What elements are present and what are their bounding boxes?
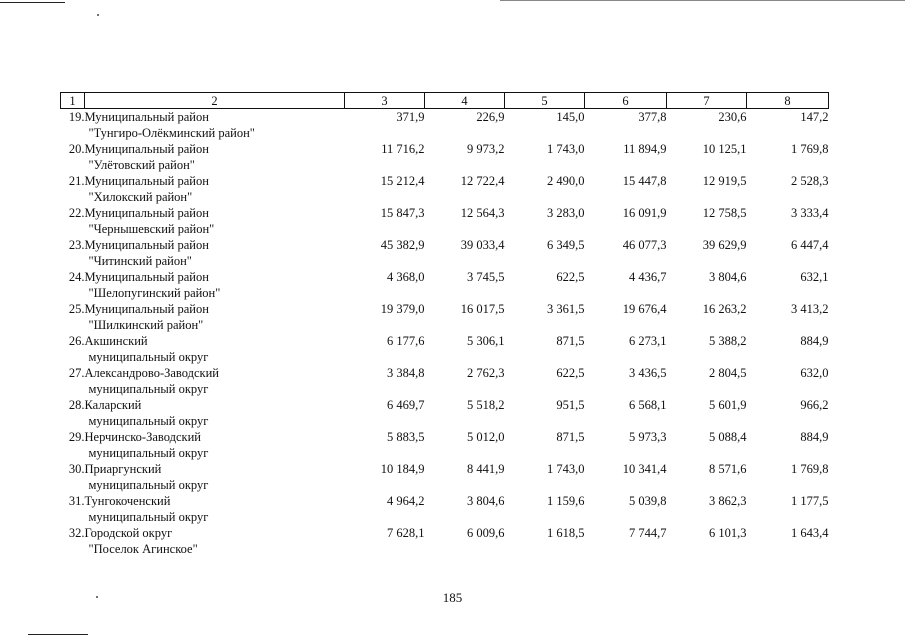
value-cell: 1 643,4	[791, 526, 829, 540]
value-cell: 966,2	[800, 398, 829, 412]
value-cell: 5 973,3	[629, 430, 667, 444]
row-number: 25.	[68, 302, 85, 316]
municipality-title: муниципальный округ	[88, 510, 209, 524]
column-header-6: 6	[585, 93, 667, 109]
value-cell: 6 469,7	[387, 398, 425, 412]
column-header-7: 7	[667, 93, 747, 109]
table-row	[61, 301, 829, 333]
value-cell: 147,2	[800, 110, 829, 124]
value-cell: 145,0	[556, 110, 585, 124]
column-header-5: 5	[505, 93, 585, 109]
value-cell: 632,1	[800, 270, 829, 284]
value-cell: 6 447,4	[791, 238, 829, 252]
scan-edge-line	[0, 2, 65, 3]
value-cell: 3 333,4	[791, 206, 829, 220]
value-cell: 632,0	[800, 366, 829, 380]
municipality-name	[85, 493, 345, 525]
row-number: 28.	[68, 398, 85, 412]
table-row	[61, 173, 829, 205]
value-cell: 4 368,0	[387, 270, 425, 284]
value-cell: 377,8	[638, 110, 667, 124]
row-number: 32.	[68, 526, 85, 540]
value-cell: 19 379,0	[380, 302, 425, 316]
municipality-name	[85, 365, 345, 397]
municipality-name	[85, 141, 345, 173]
municipality-type: Муниципальный район	[84, 238, 209, 252]
value-cell: 1 618,5	[547, 526, 585, 540]
value-cell: 5 388,2	[709, 334, 747, 348]
value-cell: 226,9	[476, 110, 505, 124]
value-cell: 3 436,5	[629, 366, 667, 380]
value-cell: 6 349,5	[547, 238, 585, 252]
municipality-name	[85, 205, 345, 237]
municipality-title: "Шелопугинский район"	[88, 286, 221, 300]
table-row	[61, 141, 829, 173]
row-number: 19.	[68, 110, 85, 124]
value-cell: 15 212,4	[380, 174, 425, 188]
value-cell: 11 716,2	[381, 142, 425, 156]
row-number: 31.	[68, 494, 85, 508]
scan-edge-line	[28, 634, 88, 635]
value-cell: 3 283,0	[547, 206, 585, 220]
value-cell: 1 743,0	[547, 142, 585, 156]
table-row	[61, 365, 829, 397]
table-row	[61, 525, 829, 557]
value-cell: 5 306,1	[467, 334, 505, 348]
value-cell: 2 490,0	[547, 174, 585, 188]
value-cell: 15 847,3	[380, 206, 425, 220]
row-number: 29.	[68, 430, 85, 444]
value-cell: 1 177,5	[791, 494, 829, 508]
table-header-row	[61, 93, 829, 109]
value-cell: 39 629,9	[702, 238, 747, 252]
municipality-type: Муниципальный район	[84, 174, 209, 188]
municipality-type: Муниципальный район	[84, 270, 209, 284]
value-cell: 6 568,1	[629, 398, 667, 412]
value-cell: 230,6	[718, 110, 747, 124]
municipality-name	[85, 429, 345, 461]
value-cell: 16 017,5	[460, 302, 505, 316]
table-row	[61, 269, 829, 301]
value-cell: 3 413,2	[791, 302, 829, 316]
table-row	[61, 237, 829, 269]
row-number: 30.	[68, 462, 85, 476]
value-cell: 16 091,9	[622, 206, 667, 220]
value-cell: 1 743,0	[547, 462, 585, 476]
value-cell: 5 088,4	[709, 430, 747, 444]
value-cell: 2 762,3	[467, 366, 505, 380]
row-number: 20.	[68, 142, 85, 156]
value-cell: 5 883,5	[387, 430, 425, 444]
value-cell: 622,5	[556, 366, 585, 380]
table-row	[61, 205, 829, 237]
value-cell: 5 039,8	[629, 494, 667, 508]
municipality-title: "Хилокский район"	[88, 190, 193, 204]
municipality-name	[85, 525, 345, 557]
value-cell: 871,5	[556, 334, 585, 348]
municipality-type: Муниципальный район	[84, 206, 209, 220]
value-cell: 4 436,7	[629, 270, 667, 284]
table-body	[61, 109, 829, 558]
value-cell: 1 769,8	[791, 462, 829, 476]
value-cell: 951,5	[556, 398, 585, 412]
value-cell: 45 382,9	[380, 238, 425, 252]
value-cell: 19 676,4	[622, 302, 667, 316]
value-cell: 871,5	[556, 430, 585, 444]
municipality-type: Каларский	[84, 398, 142, 412]
value-cell: 9 973,2	[467, 142, 505, 156]
value-cell: 2 804,5	[709, 366, 747, 380]
municipality-title: "Чернышевский район"	[88, 222, 215, 236]
municipality-title: муниципальный округ	[88, 446, 209, 460]
value-cell: 10 125,1	[702, 142, 747, 156]
value-cell: 46 077,3	[622, 238, 667, 252]
municipality-type: Муниципальный район	[84, 110, 209, 124]
value-cell: 622,5	[556, 270, 585, 284]
municipality-name	[85, 109, 345, 142]
municipality-title: муниципальный округ	[88, 382, 209, 396]
scan-edge-line	[500, 0, 905, 1]
value-cell: 884,9	[800, 430, 829, 444]
column-header-2: 2	[85, 93, 345, 109]
value-cell: 12 722,4	[460, 174, 505, 188]
municipality-title: муниципальный округ	[88, 478, 209, 492]
value-cell: 4 964,2	[387, 494, 425, 508]
row-number: 23.	[68, 238, 85, 252]
row-number: 27.	[68, 366, 85, 380]
table-row	[61, 461, 829, 493]
table-row	[61, 333, 829, 365]
value-cell: 6 009,6	[467, 526, 505, 540]
municipality-name	[85, 397, 345, 429]
value-cell: 15 447,8	[622, 174, 667, 188]
municipality-name	[85, 301, 345, 333]
municipality-type: Приаргунский	[84, 462, 162, 476]
column-header-8: 8	[747, 93, 829, 109]
value-cell: 16 263,2	[702, 302, 747, 316]
municipality-title: муниципальный округ	[88, 350, 209, 364]
municipality-type: Нерчинско-Заводский	[84, 430, 201, 444]
budget-table	[60, 92, 829, 557]
page-number: 185	[442, 590, 463, 605]
value-cell: 7 628,1	[387, 526, 425, 540]
municipality-title: "Шилкинский район"	[88, 318, 204, 332]
municipality-type: Александрово-Заводский	[84, 366, 219, 380]
municipality-title: муниципальный округ	[88, 414, 209, 428]
value-cell: 11 894,9	[623, 142, 667, 156]
value-cell: 7 744,7	[629, 526, 667, 540]
municipality-title: "Улётовский район"	[88, 158, 195, 172]
table-row	[61, 397, 829, 429]
municipality-type: Городской округ	[84, 526, 173, 540]
value-cell: 8 441,9	[467, 462, 505, 476]
municipality-name	[85, 237, 345, 269]
value-cell: 10 184,9	[380, 462, 425, 476]
value-cell: 12 564,3	[460, 206, 505, 220]
value-cell: 884,9	[800, 334, 829, 348]
value-cell: 1 159,6	[547, 494, 585, 508]
municipality-title: "Тунгиро-Олёкминский район"	[88, 126, 255, 140]
value-cell: 3 384,8	[387, 366, 425, 380]
row-number: 24.	[68, 270, 85, 284]
value-cell: 3 804,6	[467, 494, 505, 508]
municipality-type: Тунгокоченский	[84, 494, 171, 508]
table-row	[61, 429, 829, 461]
municipality-type: Акшинский	[84, 334, 148, 348]
municipality-title: "Поселок Агинское"	[88, 542, 198, 556]
value-cell: 39 033,4	[460, 238, 505, 252]
row-number: 22.	[68, 206, 85, 220]
value-cell: 6 273,1	[629, 334, 667, 348]
scan-speck	[97, 14, 99, 16]
value-cell: 8 571,6	[709, 462, 747, 476]
value-cell: 6 177,6	[387, 334, 425, 348]
value-cell: 10 341,4	[622, 462, 667, 476]
value-cell: 371,9	[396, 110, 425, 124]
value-cell: 5 601,9	[709, 398, 747, 412]
value-cell: 3 804,6	[709, 270, 747, 284]
value-cell: 3 745,5	[467, 270, 505, 284]
value-cell: 5 518,2	[467, 398, 505, 412]
value-cell: 1 769,8	[791, 142, 829, 156]
municipality-type: Муниципальный район	[84, 142, 209, 156]
value-cell: 12 919,5	[702, 174, 747, 188]
column-header-3: 3	[345, 93, 425, 109]
municipality-name	[85, 173, 345, 205]
value-cell: 3 361,5	[547, 302, 585, 316]
municipality-name	[85, 461, 345, 493]
value-cell: 5 012,0	[467, 430, 505, 444]
column-header-4: 4	[425, 93, 505, 109]
municipality-name	[85, 333, 345, 365]
row-number: 21.	[68, 174, 85, 188]
table-row	[61, 493, 829, 525]
municipality-name	[85, 269, 345, 301]
column-header-1: 1	[61, 93, 85, 109]
table-row	[61, 109, 829, 142]
value-cell: 6 101,3	[709, 526, 747, 540]
value-cell: 12 758,5	[702, 206, 747, 220]
value-cell: 3 862,3	[709, 494, 747, 508]
row-number: 26.	[68, 334, 85, 348]
value-cell: 2 528,3	[791, 174, 829, 188]
municipality-title: "Читинский район"	[88, 254, 192, 268]
municipality-type: Муниципальный район	[84, 302, 209, 316]
